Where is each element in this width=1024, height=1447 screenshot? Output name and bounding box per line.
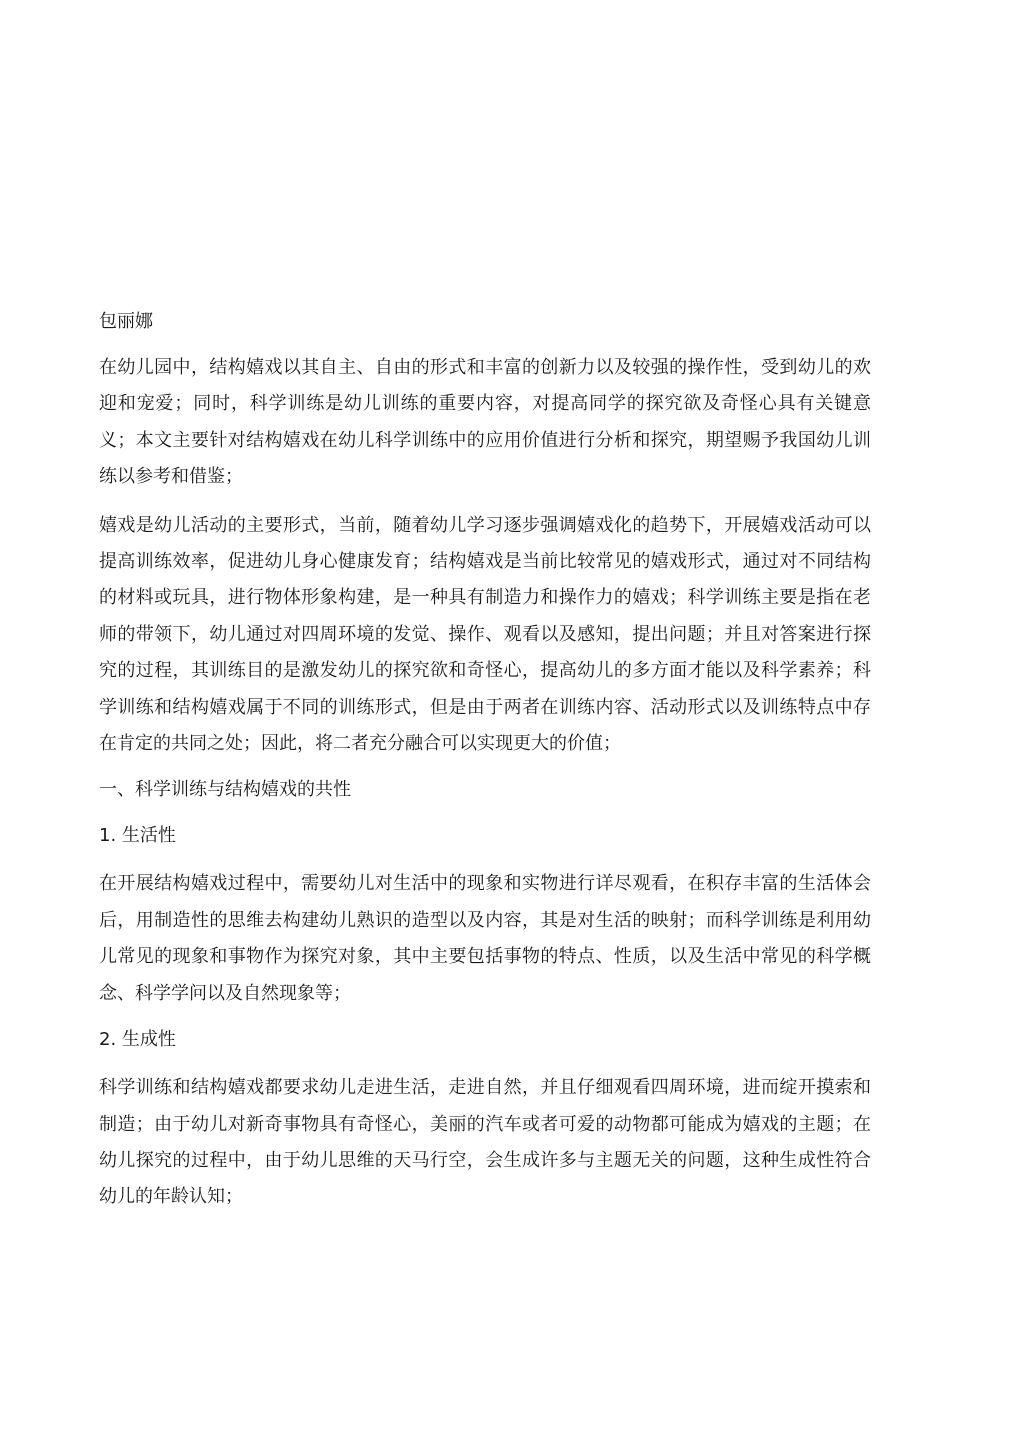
subsection-heading-2: 2. 生成性 xyxy=(99,1029,176,1051)
subsection-paragraph-2: 科学训练和结构嬉戏都要求幼儿走进生活，走进自然，并且仔细观看四周环境，进而绽开摸索和制造；由于幼儿对新奇事物具有奇怪心，美丽的汽车或者可爱的动物都可能成为嬉戏的主题；在幼儿探究的过程中，由于幼儿思维的天马行空，会生成许多与主题无关的问题，这种生成性符合幼儿的年龄认知； xyxy=(99,1077,871,1208)
document-page xyxy=(99,306,871,1228)
section-heading: 一、科学训练与结构嬉戏的共性 xyxy=(99,779,351,801)
author-name: 包丽娜 xyxy=(99,311,153,332)
subsection-paragraph-1: 在开展结构嬉戏过程中，需要幼儿对生活中的现象和实物进行详尽观看，在积存丰富的生活体会后，用制造性的思维去构建幼儿熟识的造型以及内容，其是对生活的映射；而科学训练是利用幼儿常见的现象和事物作为探究对象，其中主要包括事物的特点、性质，以及生活中常见的科学概念、科学学问以及自然现象等； xyxy=(99,873,871,1004)
abstract-paragraph: 在幼儿园中，结构嬉戏以其自主、自由的形式和丰富的创新力以及较强的操作性，受到幼儿的欢迎和宠爱；同时，科学训练是幼儿训练的重要内容，对提高同学的探究欲及奇怪心具有关键意义；本文主要针对结构嬉戏在幼儿科学训练中的应用价值进行分析和探究，期望赐予我国幼儿训练以参考和借鉴； xyxy=(99,357,871,488)
subsection-heading-1: 1. 生活性 xyxy=(99,825,176,847)
intro-paragraph: 嬉戏是幼儿活动的主要形式，当前，随着幼儿学习逐步强调嬉戏化的趋势下，开展嬉戏活动可以提高训练效率，促进幼儿身心健康发育；结构嬉戏是当前比较常见的嬉戏形式，通过对不同结构的材料或玩具，进行物体形象构建，是一种具有制造力和操作力的嬉戏；科学训练主要是指在老师的带领下，幼儿通过对四周环境的发觉、操作、观看以及感知，提出问题；并且对答案进行探究的过程，其训练目的是激发幼儿的探究欲和奇怪心，提高幼儿的多方面才能以及科学素养；科学训练和结构嬉戏属于不同的训练形式，但是由于两者在训练内容、活动形式以及训练特点中存在肯定的共同之处；因此，将二者充分融合可以实现更大的价值； xyxy=(99,514,871,755)
